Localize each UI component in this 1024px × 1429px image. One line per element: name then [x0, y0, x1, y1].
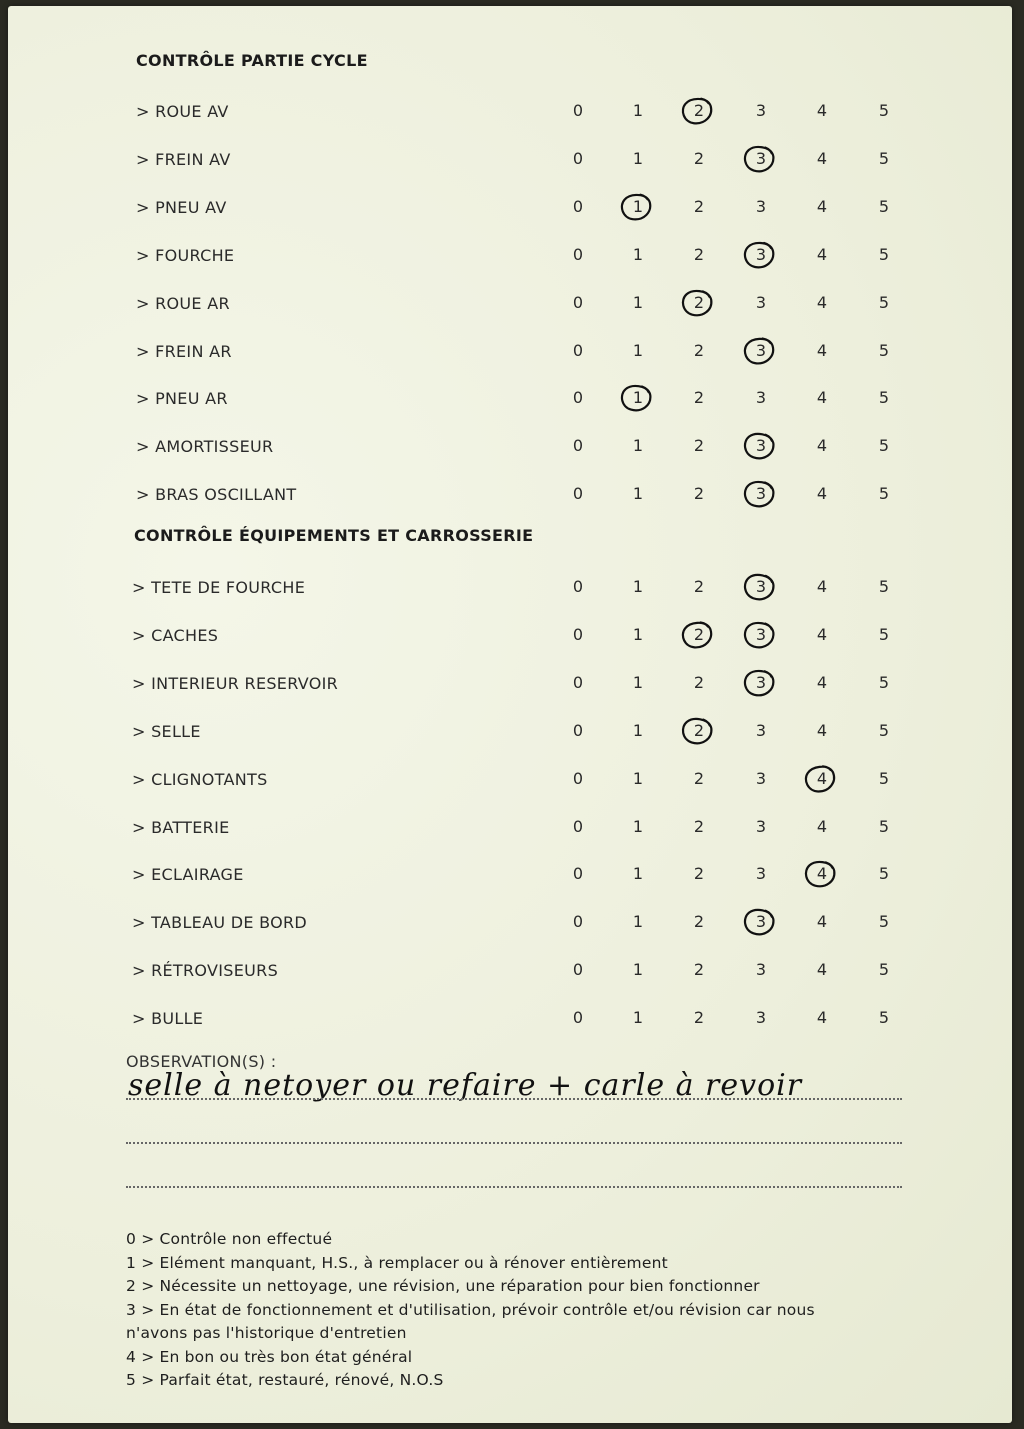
score-value: 1 — [632, 672, 644, 692]
score-option-1[interactable] — [623, 673, 653, 692]
score-option-2[interactable] — [684, 149, 714, 168]
row-label: > TETE DE FOURCHE — [132, 578, 306, 597]
score-option-5[interactable] — [869, 817, 899, 836]
legend-line: n'avons pas l'historique d'entretien — [126, 1324, 407, 1342]
score-option-4[interactable] — [807, 864, 837, 883]
observation-line-3 — [126, 1186, 902, 1188]
score-option-5[interactable] — [869, 721, 899, 740]
score-value: 0 — [572, 292, 584, 312]
score-option-2[interactable] — [684, 769, 714, 788]
score-value: 5 — [878, 484, 890, 504]
checklist-row — [8, 814, 1012, 844]
score-value: 0 — [572, 436, 584, 456]
row-label: > TABLEAU DE BORD — [132, 913, 308, 933]
score-option-3[interactable] — [746, 577, 776, 596]
score-value: 3 — [755, 624, 767, 644]
score-value: 0 — [572, 148, 584, 168]
score-option-0[interactable] — [563, 293, 593, 312]
score-value: 2 — [693, 292, 705, 312]
score-value: 1 — [632, 101, 644, 120]
score-value: 5 — [878, 960, 890, 980]
score-option-3[interactable] — [746, 436, 776, 455]
score-option-5[interactable] — [869, 864, 899, 883]
score-option-4[interactable] — [807, 721, 837, 740]
score-value: 5 — [878, 196, 890, 216]
score-value: 3 — [755, 436, 767, 456]
score-value: 0 — [572, 577, 584, 596]
legend-line: 0 > Contrôle non effectué — [126, 1230, 333, 1248]
score-option-2[interactable] — [684, 1008, 714, 1027]
checklist-row — [8, 290, 1012, 320]
score-option-0[interactable] — [563, 864, 593, 883]
section-title-cycle: CONTRÔLE PARTIE CYCLE — [136, 51, 368, 70]
score-option-4[interactable] — [807, 149, 837, 168]
score-value: 1 — [632, 484, 644, 504]
score-value: 3 — [755, 484, 767, 504]
inspection-sheet — [8, 6, 1012, 1423]
score-value: 0 — [572, 1008, 584, 1028]
score-option-0[interactable] — [563, 577, 593, 596]
score-option-0[interactable] — [563, 101, 593, 120]
score-option-2[interactable] — [684, 484, 714, 503]
score-value: 0 — [572, 864, 584, 884]
score-value: 0 — [572, 101, 584, 120]
score-value: 5 — [878, 672, 890, 692]
score-value: 2 — [693, 148, 705, 168]
score-option-2[interactable] — [684, 436, 714, 455]
score-value: 4 — [816, 768, 828, 788]
score-value: 0 — [572, 388, 584, 408]
score-option-3[interactable] — [746, 149, 776, 168]
score-option-2[interactable] — [684, 245, 714, 264]
score-value: 4 — [816, 864, 828, 884]
score-option-2[interactable] — [684, 864, 714, 883]
checklist-row — [8, 146, 1012, 176]
checklist-row — [8, 338, 1012, 368]
score-value: 1 — [632, 148, 644, 168]
score-option-1[interactable] — [623, 341, 653, 360]
row-label: > INTERIEUR RESERVOIR — [132, 673, 339, 693]
score-option-1[interactable] — [623, 149, 653, 168]
score-option-4[interactable] — [807, 769, 837, 788]
score-value: 0 — [572, 720, 584, 740]
score-option-0[interactable] — [563, 149, 593, 168]
score-option-1[interactable] — [623, 721, 653, 740]
score-option-5[interactable] — [869, 388, 899, 407]
rating-legend — [126, 1228, 906, 1393]
score-value: 1 — [632, 340, 644, 360]
score-option-2[interactable] — [684, 197, 714, 216]
score-option-1[interactable] — [623, 1008, 653, 1027]
row-label: > ROUE AV — [136, 102, 229, 121]
score-value: 3 — [755, 720, 767, 740]
score-option-5[interactable] — [869, 197, 899, 216]
score-option-0[interactable] — [563, 436, 593, 455]
score-value: 1 — [632, 624, 644, 644]
score-option-1[interactable] — [623, 436, 653, 455]
score-value: 1 — [632, 436, 644, 456]
score-value: 2 — [693, 1008, 705, 1028]
row-label: > CACHES — [132, 625, 219, 645]
score-option-0[interactable] — [563, 625, 593, 644]
checklist-row — [8, 385, 1012, 415]
score-option-3[interactable] — [746, 293, 776, 312]
row-label: > ECLAIRAGE — [132, 865, 244, 885]
row-label: > CLIGNOTANTS — [132, 769, 268, 789]
score-value: 5 — [878, 388, 890, 408]
score-option-4[interactable] — [807, 293, 837, 312]
score-option-1[interactable] — [623, 912, 653, 931]
score-value: 4 — [816, 720, 828, 740]
score-value: 2 — [693, 577, 705, 596]
checklist-row — [8, 194, 1012, 224]
score-value: 4 — [816, 292, 828, 312]
observations-label: OBSERVATION(S) : — [126, 1052, 277, 1071]
score-option-0[interactable] — [563, 817, 593, 836]
score-option-5[interactable] — [869, 912, 899, 931]
score-value: 3 — [755, 816, 767, 836]
score-value: 3 — [755, 340, 767, 360]
row-label: > PNEU AR — [136, 389, 228, 409]
score-option-4[interactable] — [807, 673, 837, 692]
score-option-3[interactable] — [746, 769, 776, 788]
score-option-3[interactable] — [746, 721, 776, 740]
score-option-2[interactable] — [684, 625, 714, 644]
score-value: 0 — [572, 484, 584, 504]
score-option-1[interactable] — [623, 101, 653, 120]
checklist-row — [8, 622, 1012, 652]
score-value: 2 — [693, 768, 705, 788]
checklist-row — [8, 242, 1012, 272]
row-label: > ROUE AR — [136, 293, 230, 313]
row-label: > FREIN AR — [136, 341, 232, 361]
section-title-equipment: CONTRÔLE ÉQUIPEMENTS ET CARROSSERIE — [134, 526, 534, 545]
score-value: 3 — [755, 292, 767, 312]
score-option-3[interactable] — [746, 625, 776, 644]
score-value: 2 — [693, 244, 705, 264]
row-label: > RÉTROVISEURS — [132, 961, 279, 981]
score-value: 5 — [878, 577, 890, 596]
score-value: 2 — [693, 196, 705, 216]
score-option-2[interactable] — [684, 721, 714, 740]
score-option-0[interactable] — [563, 912, 593, 931]
row-label: > FOURCHE — [136, 245, 235, 265]
score-value: 3 — [755, 101, 767, 120]
score-value: 4 — [816, 816, 828, 836]
score-value: 2 — [693, 388, 705, 408]
score-value: 5 — [878, 101, 890, 120]
score-value: 1 — [632, 816, 644, 836]
score-value: 5 — [878, 244, 890, 264]
score-value: 2 — [693, 484, 705, 504]
score-value: 3 — [755, 960, 767, 980]
score-value: 3 — [755, 577, 767, 596]
score-option-2[interactable] — [684, 817, 714, 836]
score-value: 4 — [816, 672, 828, 692]
score-value: 2 — [693, 912, 705, 932]
row-label: > SELLE — [132, 721, 201, 741]
score-option-3[interactable] — [746, 960, 776, 979]
score-option-4[interactable] — [807, 484, 837, 503]
score-value: 0 — [572, 340, 584, 360]
score-option-4[interactable] — [807, 1008, 837, 1027]
score-option-2[interactable] — [684, 388, 714, 407]
row-label: > BATTERIE — [132, 817, 230, 837]
score-value: 4 — [816, 912, 828, 932]
checklist-row — [8, 481, 1012, 511]
score-option-2[interactable] — [684, 293, 714, 312]
score-value: 3 — [755, 768, 767, 788]
score-value: 4 — [816, 244, 828, 264]
score-option-4[interactable] — [807, 101, 837, 120]
score-option-0[interactable] — [563, 673, 593, 692]
score-option-5[interactable] — [869, 101, 899, 120]
score-option-2[interactable] — [684, 101, 714, 120]
score-value: 4 — [816, 101, 828, 120]
score-value: 2 — [693, 720, 705, 740]
score-value: 1 — [632, 720, 644, 740]
score-option-1[interactable] — [623, 577, 653, 596]
score-value: 5 — [878, 1008, 890, 1028]
legend-line: 5 > Parfait état, restauré, rénové, N.O.S — [126, 1371, 444, 1389]
score-option-0[interactable] — [563, 769, 593, 788]
score-option-4[interactable] — [807, 436, 837, 455]
legend-line: 4 > En bon ou très bon état général — [126, 1347, 413, 1366]
checklist-row — [8, 909, 1012, 939]
score-option-1[interactable] — [623, 245, 653, 264]
score-option-3[interactable] — [746, 864, 776, 883]
score-value: 5 — [878, 816, 890, 836]
score-option-4[interactable] — [807, 577, 837, 596]
score-option-3[interactable] — [746, 817, 776, 836]
score-option-2[interactable] — [684, 960, 714, 979]
score-option-0[interactable] — [563, 1008, 593, 1027]
score-option-0[interactable] — [563, 245, 593, 264]
legend-line: 2 > Nécessite un nettoyage, une révision, une réparation pour bien fonctionner — [126, 1277, 760, 1295]
score-value: 1 — [632, 768, 644, 788]
score-option-1[interactable] — [623, 960, 653, 979]
score-option-3[interactable] — [746, 101, 776, 120]
score-value: 1 — [632, 960, 644, 980]
score-value: 3 — [755, 1008, 767, 1028]
score-option-5[interactable] — [869, 484, 899, 503]
score-value: 1 — [632, 244, 644, 264]
score-value: 5 — [878, 912, 890, 932]
score-option-5[interactable] — [869, 625, 899, 644]
score-value: 1 — [632, 577, 644, 596]
score-option-4[interactable] — [807, 388, 837, 407]
score-option-2[interactable] — [684, 912, 714, 931]
checklist-row — [8, 98, 1012, 128]
score-value: 1 — [632, 292, 644, 312]
score-option-5[interactable] — [869, 293, 899, 312]
score-option-1[interactable] — [623, 388, 653, 407]
score-value: 0 — [572, 768, 584, 788]
score-option-5[interactable] — [869, 673, 899, 692]
score-value: 4 — [816, 577, 828, 596]
score-option-3[interactable] — [746, 245, 776, 264]
score-option-1[interactable] — [623, 625, 653, 644]
row-label: > AMORTISSEUR — [136, 437, 274, 457]
score-value: 4 — [816, 484, 828, 504]
score-option-5[interactable] — [869, 245, 899, 264]
score-option-5[interactable] — [869, 577, 899, 596]
score-option-4[interactable] — [807, 341, 837, 360]
score-option-0[interactable] — [563, 341, 593, 360]
score-value: 1 — [632, 912, 644, 932]
observation-line-1 — [126, 1098, 902, 1100]
score-option-5[interactable] — [869, 1008, 899, 1027]
score-option-1[interactable] — [623, 197, 653, 216]
score-option-1[interactable] — [623, 293, 653, 312]
checklist-row — [8, 861, 1012, 891]
score-value: 3 — [755, 912, 767, 932]
score-value: 4 — [816, 148, 828, 168]
score-value: 0 — [572, 816, 584, 836]
score-value: 0 — [572, 624, 584, 644]
score-value: 1 — [632, 1008, 644, 1028]
score-value: 5 — [878, 292, 890, 312]
score-option-2[interactable] — [684, 673, 714, 692]
score-value: 1 — [632, 196, 644, 216]
score-option-5[interactable] — [869, 436, 899, 455]
score-option-0[interactable] — [563, 960, 593, 979]
score-value: 5 — [878, 624, 890, 644]
row-label: > PNEU AV — [136, 197, 227, 217]
score-option-4[interactable] — [807, 960, 837, 979]
score-option-4[interactable] — [807, 817, 837, 836]
score-option-4[interactable] — [807, 625, 837, 644]
score-value: 2 — [693, 864, 705, 884]
score-option-3[interactable] — [746, 1008, 776, 1027]
score-option-2[interactable] — [684, 341, 714, 360]
score-value: 2 — [693, 436, 705, 456]
score-value: 3 — [755, 672, 767, 692]
row-label: > BULLE — [132, 1009, 204, 1029]
score-option-3[interactable] — [746, 912, 776, 931]
score-value: 4 — [816, 1008, 828, 1028]
score-option-1[interactable] — [623, 864, 653, 883]
score-option-0[interactable] — [563, 484, 593, 503]
score-option-4[interactable] — [807, 912, 837, 931]
checklist-row — [8, 718, 1012, 748]
score-value: 0 — [572, 196, 584, 216]
score-value: 4 — [816, 340, 828, 360]
score-option-5[interactable] — [869, 960, 899, 979]
checklist-row — [8, 670, 1012, 700]
score-value: 5 — [878, 340, 890, 360]
score-option-5[interactable] — [869, 341, 899, 360]
checklist-row — [8, 1005, 1012, 1035]
score-value: 4 — [816, 436, 828, 456]
score-option-3[interactable] — [746, 673, 776, 692]
score-value: 2 — [693, 960, 705, 980]
score-option-0[interactable] — [563, 197, 593, 216]
score-value: 4 — [816, 388, 828, 408]
score-value: 2 — [693, 624, 705, 644]
checklist-row — [8, 574, 1012, 604]
score-value: 1 — [632, 864, 644, 884]
score-option-0[interactable] — [563, 721, 593, 740]
score-value: 4 — [816, 196, 828, 216]
score-value: 0 — [572, 912, 584, 932]
score-value: 5 — [878, 768, 890, 788]
score-value: 2 — [693, 340, 705, 360]
score-option-5[interactable] — [869, 149, 899, 168]
checklist-row — [8, 766, 1012, 796]
score-option-5[interactable] — [869, 769, 899, 788]
row-label: > BRAS OSCILLANT — [136, 485, 297, 505]
score-value: 0 — [572, 672, 584, 692]
score-value: 4 — [816, 960, 828, 980]
score-value: 3 — [755, 388, 767, 408]
row-label: > FREIN AV — [136, 149, 231, 169]
score-option-2[interactable] — [684, 577, 714, 596]
score-value: 1 — [632, 388, 644, 408]
score-option-3[interactable] — [746, 484, 776, 503]
score-option-1[interactable] — [623, 769, 653, 788]
checklist-row — [8, 957, 1012, 987]
score-value: 3 — [755, 864, 767, 884]
score-value: 2 — [693, 672, 705, 692]
score-value: 3 — [755, 196, 767, 216]
score-value: 3 — [755, 148, 767, 168]
score-option-4[interactable] — [807, 245, 837, 264]
checklist-row — [8, 433, 1012, 463]
score-value: 2 — [693, 101, 705, 120]
observation-line-2 — [126, 1142, 902, 1144]
score-value: 0 — [572, 244, 584, 264]
observations-handwritten: selle à netoyer ou refaire + carle à revoir — [128, 1068, 803, 1103]
score-value: 4 — [816, 624, 828, 644]
score-value: 3 — [755, 244, 767, 264]
score-option-3[interactable] — [746, 197, 776, 216]
score-option-3[interactable] — [746, 388, 776, 407]
score-value: 2 — [693, 816, 705, 836]
score-option-1[interactable] — [623, 817, 653, 836]
score-value: 5 — [878, 148, 890, 168]
legend-line: 3 > En état de fonctionnement et d'utilisation, prévoir contrôle et/ou révision car nous — [126, 1300, 815, 1319]
score-option-0[interactable] — [563, 388, 593, 407]
score-value: 5 — [878, 720, 890, 740]
score-value: 0 — [572, 960, 584, 980]
score-option-1[interactable] — [623, 484, 653, 503]
score-option-3[interactable] — [746, 341, 776, 360]
score-option-4[interactable] — [807, 197, 837, 216]
legend-line: 1 > Elément manquant, H.S., à remplacer ou à rénover entièrement — [126, 1253, 668, 1272]
score-value: 5 — [878, 436, 890, 456]
score-value: 5 — [878, 864, 890, 884]
